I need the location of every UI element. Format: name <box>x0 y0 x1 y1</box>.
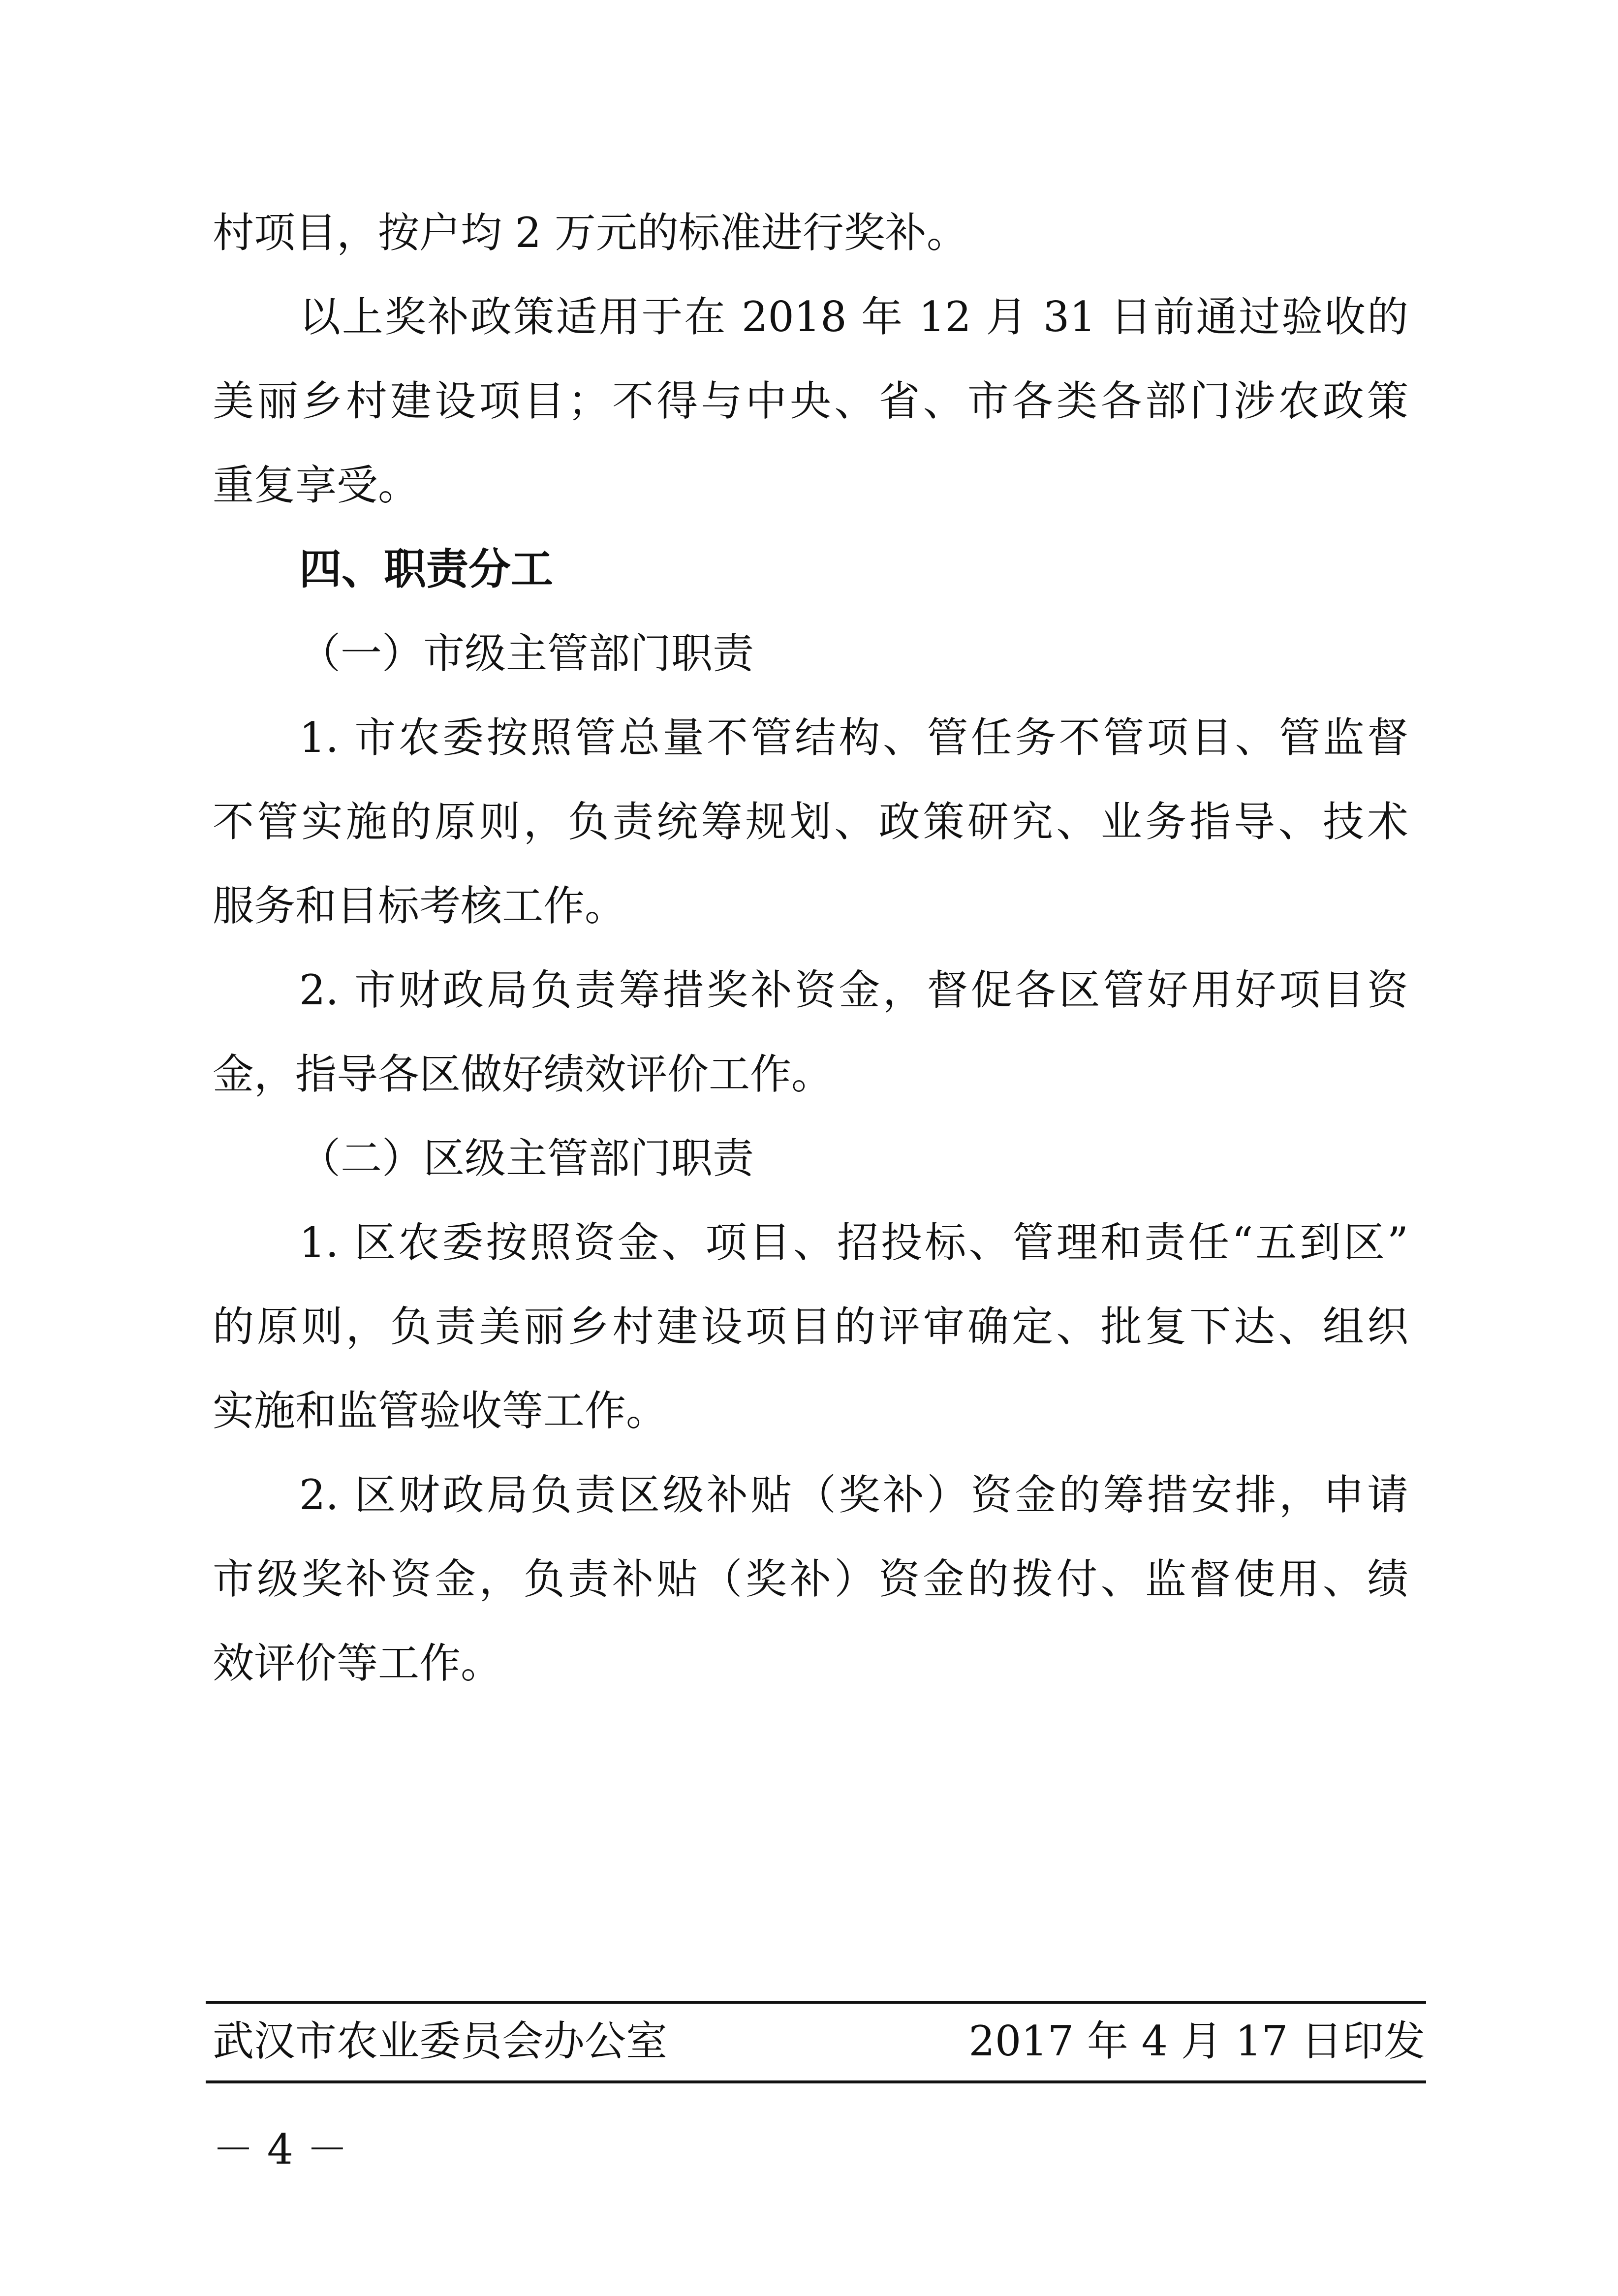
issue-date: 2017 年 4 月 17 日印发 <box>968 2017 1425 2065</box>
body-line: 金，指导各区做好绩效评价工作。 <box>213 1050 833 1098</box>
subsection-heading: （一）市级主管部门职责 <box>299 629 754 678</box>
body-line: 重复享受。 <box>213 461 420 509</box>
section-heading: 四、职责分工 <box>299 545 553 594</box>
body-line: 实施和监管验收等工作。 <box>213 1387 668 1435</box>
subsection-heading: （二）区级主管部门职责 <box>299 1134 754 1182</box>
body-line: 以上奖补政策适用于在 2018 年 12 月 31 日前通过验收的 <box>299 293 1408 341</box>
body-line: 服务和目标考核工作。 <box>213 882 626 930</box>
body-line: 市级奖补资金，负责补贴（奖补）资金的拨付、监督使用、绩 <box>213 1555 1408 1603</box>
body-line: 的原则，负责美丽乡村建设项目的评审确定、批复下达、组织 <box>213 1303 1408 1351</box>
body-line: 村项目，按户均 2 万元的标准进行奖补。 <box>213 209 968 257</box>
body-line: 2. 市财政局负责筹措奖补资金，督促各区管好用好项目资 <box>299 966 1408 1014</box>
footer-top-rule <box>206 2001 1426 2004</box>
footer-issuer-row <box>213 2012 1425 2071</box>
body-line: 美丽乡村建设项目；不得与中央、省、市各类各部门涉农政策 <box>213 377 1408 425</box>
issuer-name: 武汉市农业委员会办公室 <box>213 2017 668 2065</box>
document-body <box>213 191 1408 1706</box>
body-line: 不管实施的原则，负责统筹规划、政策研究、业务指导、技术 <box>213 798 1408 846</box>
page-number: － 4 － <box>213 2125 348 2173</box>
body-line: 1. 区农委按照资金、项目、招投标、管理和责任“五到区” <box>299 1218 1408 1267</box>
body-line: 效评价等工作。 <box>213 1639 502 1687</box>
footer-bottom-rule <box>206 2080 1426 2083</box>
body-line: 1. 市农委按照管总量不管结构、管任务不管项目、管监督 <box>299 714 1408 762</box>
body-line: 2. 区财政局负责区级补贴（奖补）资金的筹措安排，申请 <box>299 1471 1408 1519</box>
